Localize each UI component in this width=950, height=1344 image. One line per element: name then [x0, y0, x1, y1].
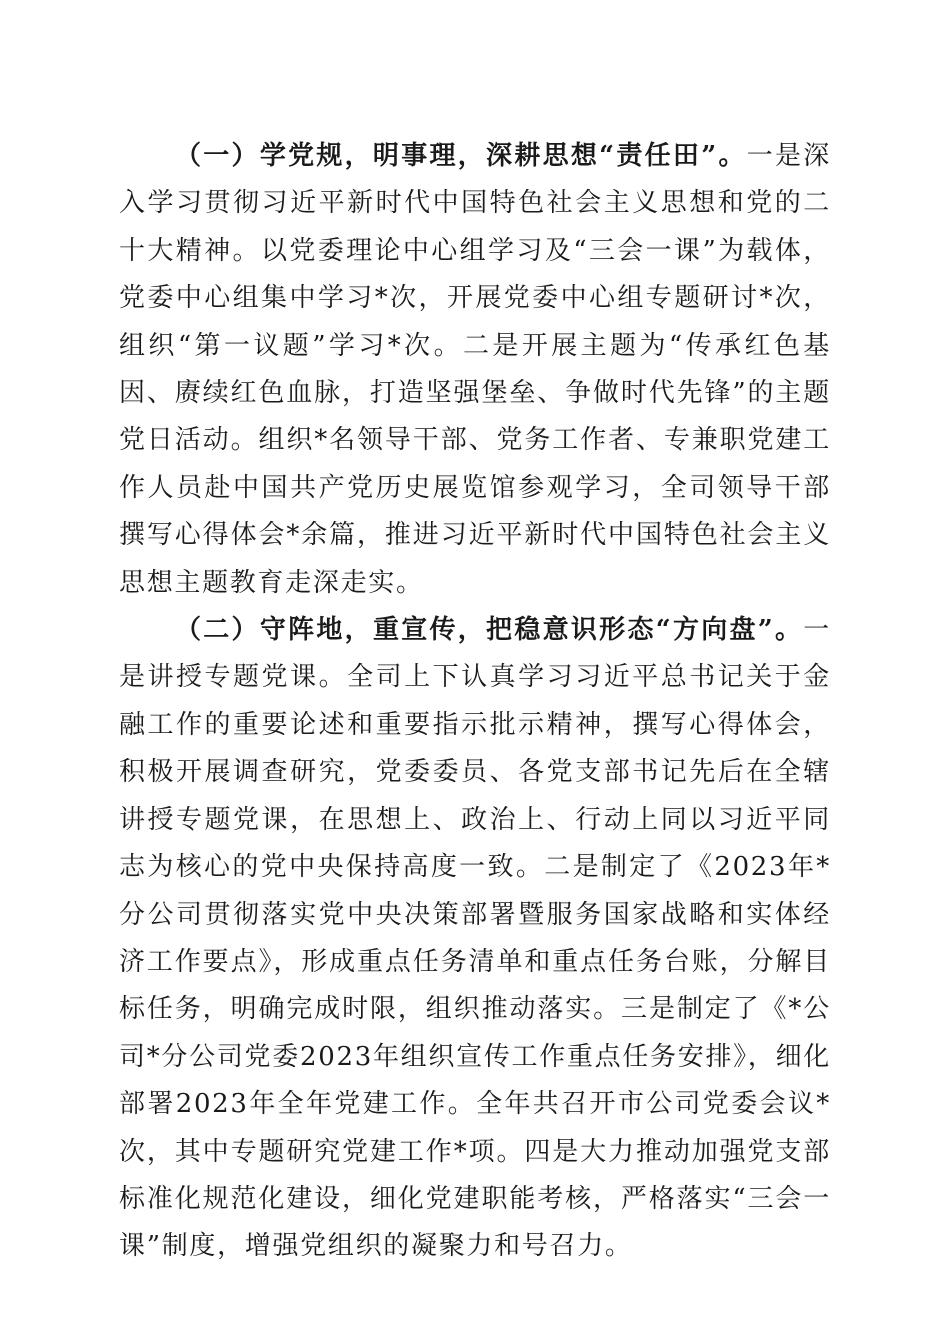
paragraph-2: [119, 607, 831, 1271]
paragraph-1-heading: （一）学党规，明事理，深耕思想“责任田”。: [175, 141, 747, 171]
document-body: [119, 133, 831, 1271]
paragraph-2-text: 一是讲授专题党课。全司上下认真学习习近平总书记关于金融工作的重要论述和重要指示批示精神，撰写心得体会，积极开展调查研究，党委委员、各党支部书记先后在全辖讲授专题党课，在思想上、政治上、行动上同以习近平同志为核心的党中央保持高度一致。二是制定了《2023年*分公司贯彻落实党中央决策部署暨服务国家战略和实体经济工作要点》，形成重点任务清单和重点任务台账，分解目标任务，明确完成时限，组织推动落实。三是制定了《*公司*分公司党委2023年组织宣传工作重点任务安排》，细化部署2023年全年党建工作。全年共召开市公司党委会议*次，其中专题研究党建工作*项。四是大力推动加强党支部标准化规范化建设，细化党建职能考核，严格落实“三会一课”制度，增强党组织的凝聚力和号召力。: [119, 615, 831, 1262]
paragraph-1: [119, 133, 831, 607]
paragraph-1-text: 一是深入学习贯彻习近平新时代中国特色社会主义思想和党的二十大精神。以党委理论中心组学习及“三会一课”为载体，党委中心组集中学习*次，开展党委中心组专题研讨*次，组织“第一议题”学习*次。二是开展主题为“传承红色基因、赓续红色血脉，打造坚强堡垒、争做时代先锋”的主题党日活动。组织*名领导干部、党务工作者、专兼职党建工作人员赴中国共产党历史展览馆参观学习，全司领导干部撰写心得体会*余篇，推进习近平新时代中国特色社会主义思想主题教育走深走实。: [119, 141, 831, 598]
paragraph-2-heading: （二）守阵地，重宣传，把稳意识形态“方向盘”。: [175, 615, 804, 646]
